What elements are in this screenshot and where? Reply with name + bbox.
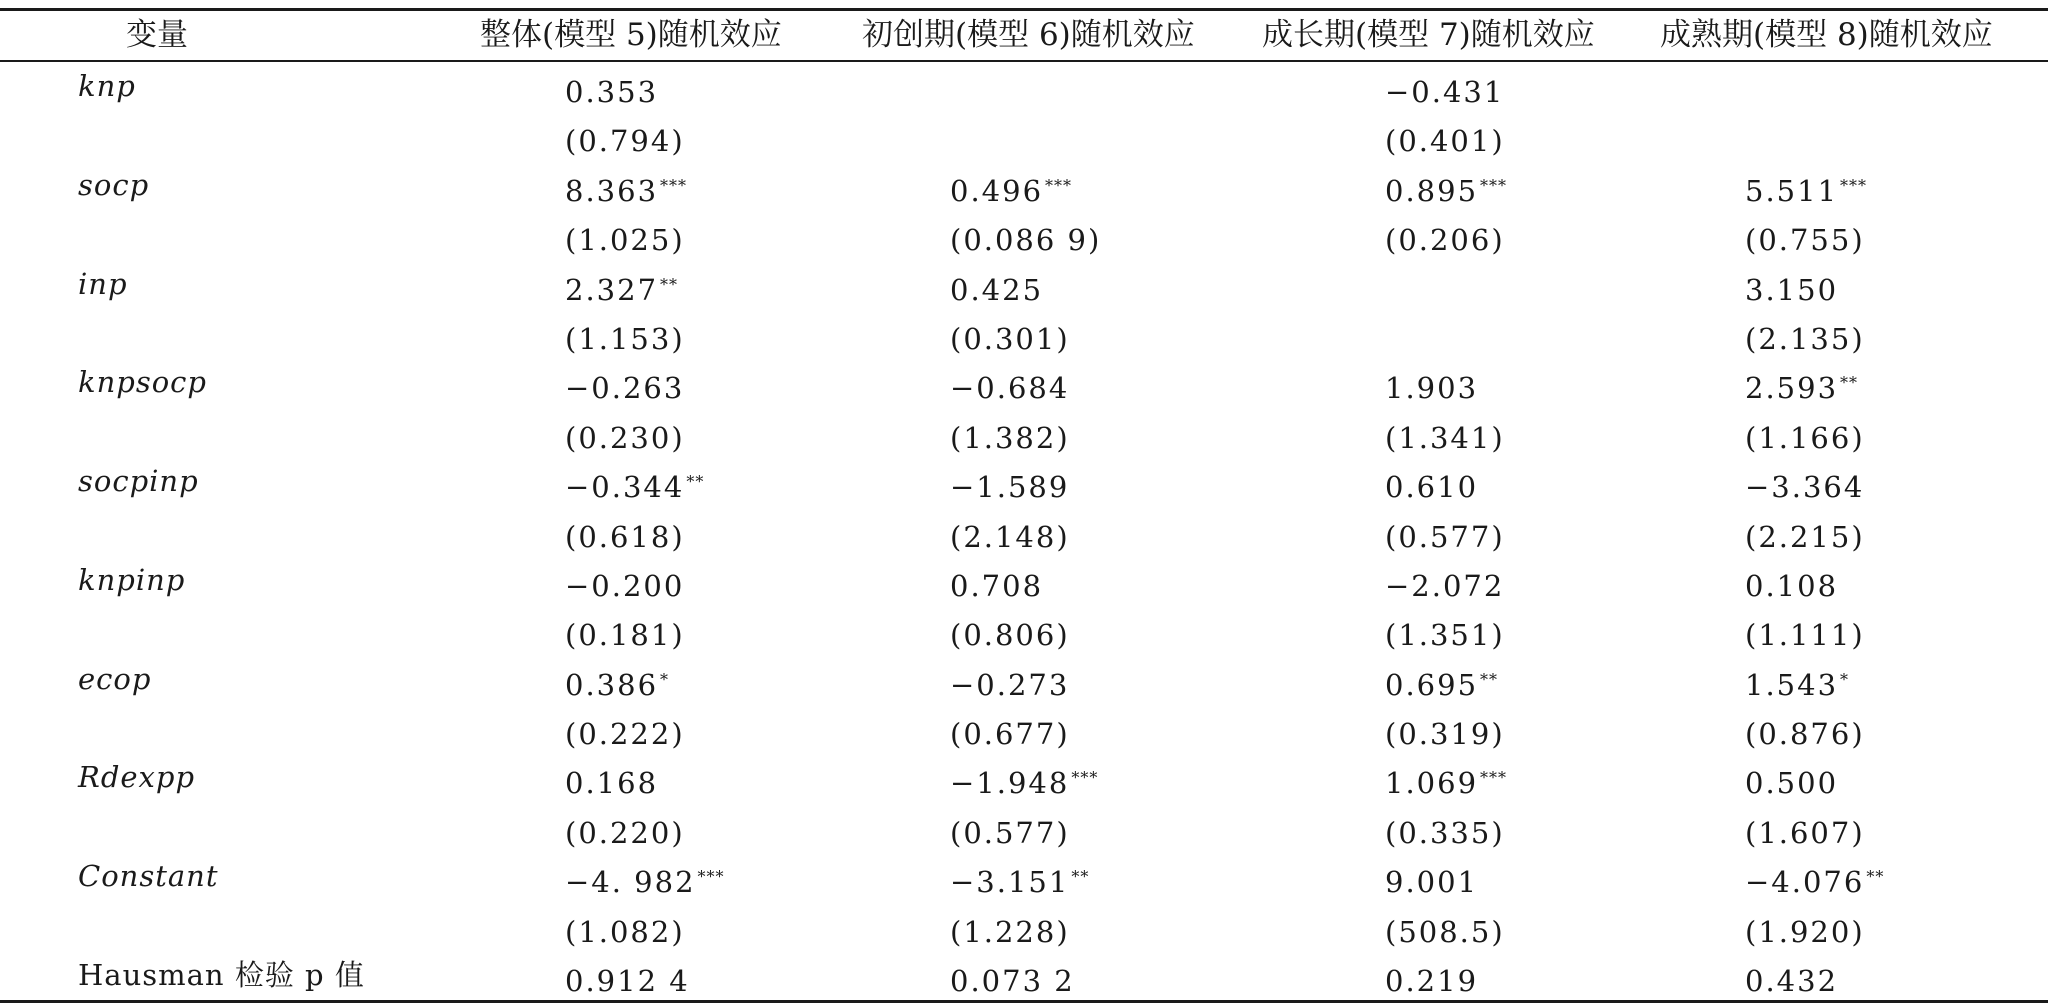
cell-c3 (1385, 62, 1506, 111)
cell-c4 (1745, 309, 1867, 358)
cell-c2 (950, 260, 1045, 309)
cell-c2 (950, 111, 952, 160)
cell-value: −2.072 (1385, 568, 1505, 603)
header-variable: 变量 (126, 17, 188, 53)
table-row (0, 605, 2048, 654)
cell-c4 (1745, 260, 1840, 309)
cell-value: (0.806) (950, 618, 1070, 653)
table-row (0, 161, 2048, 210)
cell-value: (1.228) (950, 914, 1070, 949)
cell-c4 (1745, 704, 1867, 753)
cell-c4 (1745, 951, 1840, 1000)
cell-c1 (565, 62, 660, 111)
cell-c2 (950, 309, 1072, 358)
row-variable: socpinp (78, 464, 199, 499)
cell-c4 (1745, 62, 1747, 111)
cell-value: (0.230) (565, 420, 685, 455)
cell-c4 (1745, 753, 1840, 802)
cell-c2 (950, 62, 952, 111)
cell-value: 9.001 (1385, 865, 1479, 900)
table-body (0, 62, 2048, 1000)
cell-value: 0.219 (1385, 964, 1479, 999)
cell-value: (0.401) (1385, 124, 1505, 159)
cell-c1 (565, 408, 687, 457)
cell-value: (2.215) (1745, 519, 1865, 554)
significance-stars: *** (697, 867, 725, 887)
cell-value: −0.684 (950, 371, 1070, 406)
cell-value: (1.082) (565, 914, 685, 949)
cell-value: (2.148) (950, 519, 1070, 554)
cell-value: 0.168 (565, 766, 659, 801)
cell-value: (0.794) (565, 124, 685, 159)
cell-value: (2.135) (1745, 321, 1865, 356)
cell-c1 (565, 507, 687, 556)
cell-value: (0.301) (950, 321, 1070, 356)
cell-c3 (1385, 457, 1480, 506)
cell-c4 (1745, 902, 1867, 951)
cell-c2 (950, 556, 1045, 605)
significance-stars: *** (1480, 175, 1508, 195)
cell-c1 (565, 951, 692, 1000)
cell-c4 (1745, 358, 1858, 407)
table-row (0, 753, 2048, 802)
cell-value: (0.222) (565, 717, 685, 752)
cell-value: 1.903 (1385, 371, 1479, 406)
row-variable: Hausman 检验 p 值 (78, 958, 365, 993)
cell-value: (1.341) (1385, 420, 1505, 455)
cell-value: 0.610 (1385, 470, 1479, 505)
cell-value: (0.577) (1385, 519, 1505, 554)
cell-c2 (950, 704, 1072, 753)
table-row (0, 655, 2048, 704)
cell-value: −0.263 (565, 371, 685, 406)
significance-stars: * (1840, 669, 1850, 689)
cell-value: (0.086 9) (950, 223, 1102, 258)
cell-c2 (950, 902, 1072, 951)
cell-c2 (950, 951, 1077, 1000)
cell-value: (1.382) (950, 420, 1070, 455)
cell-c1 (565, 852, 725, 901)
cell-c3 (1385, 803, 1507, 852)
cell-value: 0.912 4 (565, 964, 690, 999)
cell-c1 (565, 260, 678, 309)
cell-c1 (565, 704, 687, 753)
table-row (0, 951, 2048, 1000)
cell-value: 0.496 (950, 173, 1044, 208)
table-row (0, 457, 2048, 506)
cell-c1 (565, 210, 687, 259)
cell-value: (0.206) (1385, 223, 1505, 258)
cell-value: −0.273 (950, 667, 1070, 702)
cell-value: 2.327 (565, 272, 659, 307)
cell-c1 (565, 358, 686, 407)
row-variable: ecop (78, 661, 152, 696)
cell-c2 (950, 408, 1072, 457)
cell-c4 (1745, 457, 1866, 506)
cell-c2 (950, 803, 1072, 852)
table-row (0, 408, 2048, 457)
cell-value: −3.364 (1745, 470, 1865, 505)
table-row (0, 507, 2048, 556)
cell-value: 0.432 (1745, 964, 1839, 999)
cell-c3 (1385, 556, 1506, 605)
significance-stars: ** (1480, 669, 1499, 689)
cell-c4 (1745, 507, 1867, 556)
cell-value: (0.220) (565, 815, 685, 850)
cell-value: 0.108 (1745, 568, 1839, 603)
cell-c3 (1385, 605, 1507, 654)
table-row (0, 111, 2048, 160)
table-header (0, 11, 2048, 60)
cell-value: 0.425 (950, 272, 1044, 307)
cell-value: (1.920) (1745, 914, 1865, 949)
cell-value: (508.5) (1385, 914, 1505, 949)
cell-c1 (565, 803, 687, 852)
cell-value: −1.948 (950, 766, 1070, 801)
cell-value: (0.618) (565, 519, 685, 554)
row-variable: knpinp (78, 562, 186, 597)
cell-c3 (1385, 507, 1507, 556)
cell-c3 (1385, 852, 1480, 901)
row-variable: knp (78, 69, 136, 103)
cell-value: (1.607) (1745, 815, 1865, 850)
bottom-rule (0, 1000, 2048, 1003)
cell-value: 1.543 (1745, 667, 1839, 702)
significance-stars: ** (686, 472, 705, 492)
cell-c4 (1745, 852, 1884, 901)
cell-c3 (1385, 210, 1507, 259)
cell-c3 (1385, 408, 1507, 457)
cell-value: (1.111) (1745, 618, 1865, 653)
cell-value: 0.073 2 (950, 964, 1075, 999)
header-col-growth: 成长期(模型 7)随机效应 (1262, 17, 1595, 53)
significance-stars: ** (1866, 867, 1885, 887)
cell-value: (0.577) (950, 815, 1070, 850)
row-variable: socp (78, 167, 150, 202)
cell-value: (0.335) (1385, 815, 1505, 850)
cell-c1 (565, 902, 687, 951)
table-row (0, 62, 2048, 111)
cell-value: 0.695 (1385, 667, 1479, 702)
cell-c2 (950, 210, 1103, 259)
cell-value: 0.708 (950, 568, 1044, 603)
cell-value: −0.200 (565, 568, 685, 603)
cell-value: 0.500 (1745, 766, 1839, 801)
row-variable: Constant (78, 859, 219, 894)
cell-value: 3.150 (1745, 272, 1839, 307)
cell-c3 (1385, 260, 1387, 309)
cell-c4 (1745, 210, 1867, 259)
cell-value: (1.025) (565, 223, 685, 258)
significance-stars: *** (1071, 768, 1099, 788)
cell-c1 (565, 655, 669, 704)
header-col-mature: 成熟期(模型 8)随机效应 (1660, 17, 1993, 53)
cell-value: 8.363 (565, 173, 659, 208)
cell-value: (1.153) (565, 321, 685, 356)
cell-c4 (1745, 655, 1849, 704)
significance-stars: * (660, 669, 670, 689)
cell-c1 (565, 457, 704, 506)
significance-stars: ** (1071, 867, 1090, 887)
table-row (0, 260, 2048, 309)
cell-c2 (950, 655, 1071, 704)
cell-value: −4.076 (1745, 865, 1865, 900)
cell-c2 (950, 161, 1072, 210)
cell-c2 (950, 358, 1071, 407)
table-row (0, 852, 2048, 901)
cell-value: (0.755) (1745, 223, 1865, 258)
cell-value: −0.431 (1385, 75, 1505, 109)
cell-c4 (1745, 803, 1867, 852)
cell-value: (0.876) (1745, 717, 1865, 752)
significance-stars: ** (1840, 373, 1859, 393)
table-row (0, 309, 2048, 358)
cell-value: (0.677) (950, 717, 1070, 752)
cell-c3 (1385, 161, 1507, 210)
cell-value: (0.319) (1385, 717, 1505, 752)
cell-value: −1.589 (950, 470, 1070, 505)
cell-c4 (1745, 161, 1867, 210)
cell-value: −4. 982 (565, 865, 696, 900)
cell-c3 (1385, 753, 1507, 802)
cell-c3 (1385, 704, 1507, 753)
cell-c3 (1385, 358, 1480, 407)
table-row (0, 803, 2048, 852)
row-variable: Rdexpp (78, 760, 196, 795)
table-row (0, 210, 2048, 259)
cell-value: 0.386 (565, 667, 659, 702)
table-row (0, 556, 2048, 605)
cell-c2 (950, 605, 1072, 654)
row-variable: inp (78, 266, 128, 301)
cell-c3 (1385, 655, 1498, 704)
significance-stars: *** (660, 175, 688, 195)
cell-value: 0.895 (1385, 173, 1479, 208)
table-row (0, 358, 2048, 407)
cell-value: (1.166) (1745, 420, 1865, 455)
cell-value: (0.181) (565, 618, 685, 653)
cell-c1 (565, 309, 687, 358)
cell-value: 0.353 (565, 75, 659, 109)
cell-value: 1.069 (1385, 766, 1479, 801)
cell-value: 2.593 (1745, 371, 1839, 406)
cell-c1 (565, 111, 687, 160)
table-row (0, 902, 2048, 951)
cell-c4 (1745, 408, 1867, 457)
header-col-startup: 初创期(模型 6)随机效应 (862, 17, 1195, 53)
cell-c1 (565, 753, 660, 802)
header-col-overall: 整体(模型 5)随机效应 (480, 17, 782, 53)
cell-value: −3.151 (950, 865, 1070, 900)
cell-c2 (950, 507, 1072, 556)
cell-value: −0.344 (565, 470, 685, 505)
cell-c4 (1745, 605, 1867, 654)
cell-value: (1.351) (1385, 618, 1505, 653)
significance-stars: ** (660, 274, 679, 294)
significance-stars: *** (1045, 175, 1073, 195)
cell-c4 (1745, 111, 1747, 160)
cell-c1 (565, 556, 686, 605)
cell-c1 (565, 161, 687, 210)
table-row (0, 704, 2048, 753)
significance-stars: *** (1840, 175, 1868, 195)
cell-c2 (950, 852, 1089, 901)
significance-stars: *** (1480, 768, 1508, 788)
cell-c3 (1385, 111, 1507, 160)
cell-value: 5.511 (1745, 173, 1839, 208)
cell-c1 (565, 605, 687, 654)
cell-c3 (1385, 902, 1507, 951)
cell-c4 (1745, 556, 1840, 605)
cell-c3 (1385, 309, 1387, 358)
cell-c2 (950, 457, 1071, 506)
row-variable: knpsocp (78, 365, 207, 400)
cell-c2 (950, 753, 1098, 802)
cell-c3 (1385, 951, 1480, 1000)
